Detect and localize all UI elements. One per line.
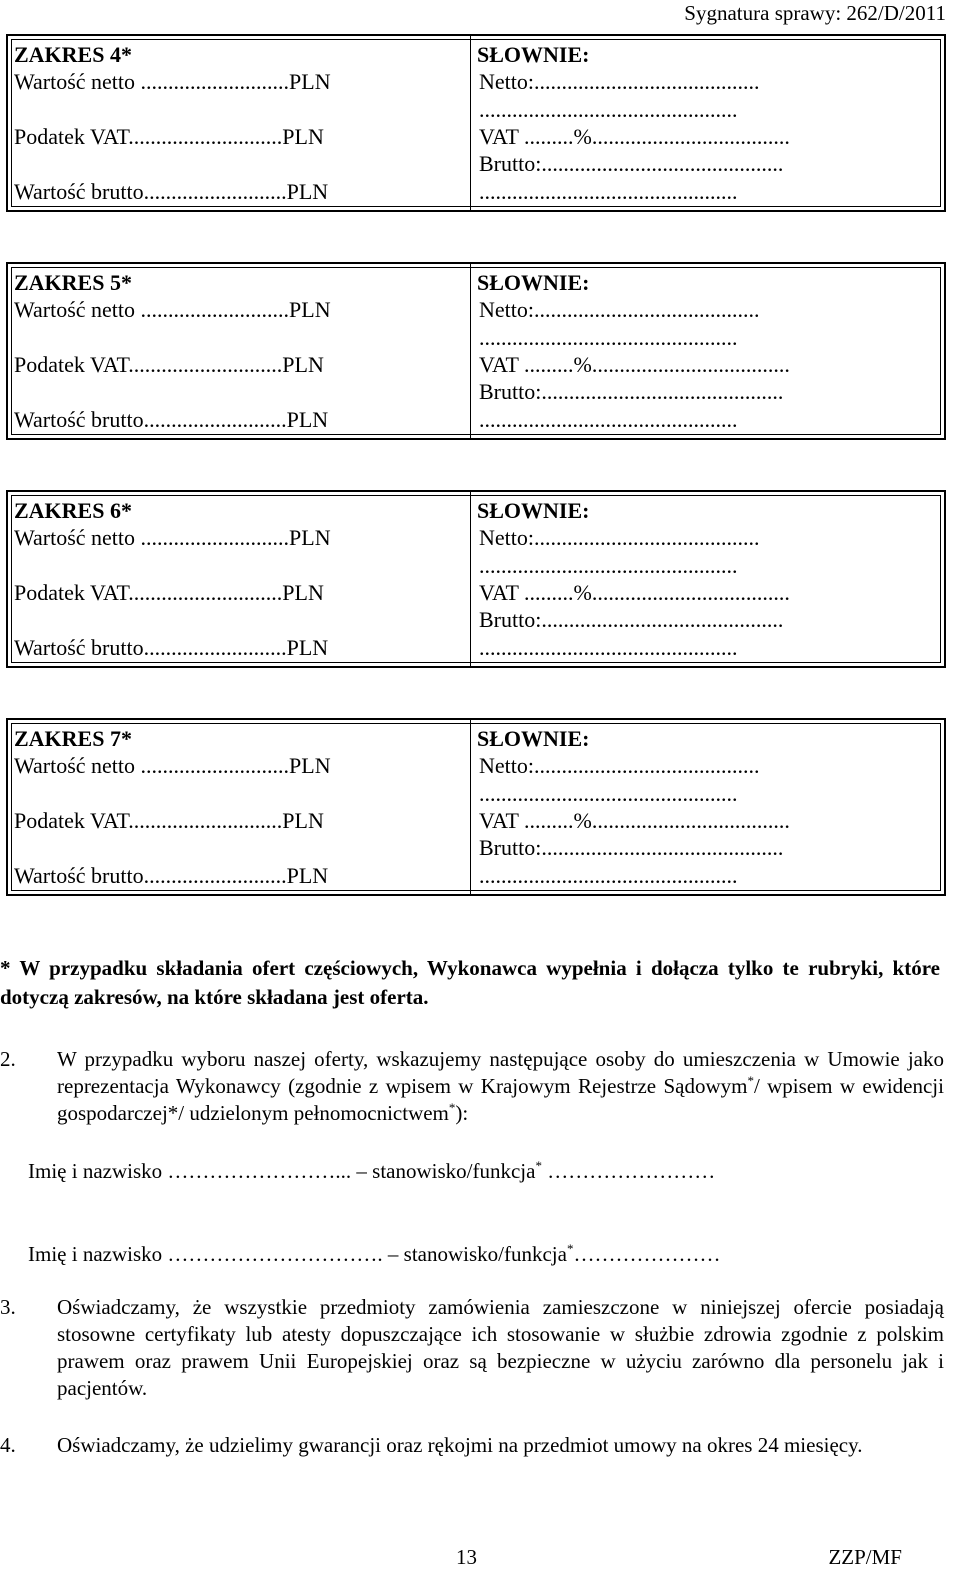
zakres-7-table	[6, 718, 946, 896]
zakres-4-vat: Podatek VAT............................PLN	[14, 124, 324, 149]
rep1-dots: ……………………	[541, 1159, 716, 1183]
section-2-sup2: *	[448, 1100, 456, 1115]
rep1-function-label: – stanowisko/funkcja	[356, 1159, 536, 1183]
zakres-5-brutto: Wartość brutto..........................PLN	[14, 407, 329, 432]
zakres-6-netto: Wartość netto ...........................PLN	[14, 525, 331, 550]
section-2-text-middle: / wpisem w ewidencji gospodarczej*/ udzielonym pełnomocnictwem	[57, 1074, 944, 1125]
rep1-name-label: Imię i nazwisko ……………………...	[28, 1159, 352, 1183]
zakres-5-words	[471, 264, 944, 438]
rep2-sup: *	[566, 1241, 574, 1256]
zakres-4-brutto: Wartość brutto..........................PLN	[14, 179, 329, 204]
zakres-6-s-brutto: Brutto:............................................	[479, 607, 784, 632]
section-2-text	[57, 1046, 944, 1127]
section-2-text-after: ):	[455, 1101, 469, 1125]
zakres-4-table	[6, 34, 946, 212]
partial-offer-note: * W przypadku składania ofert częściowych, Wykonawca wypełnia i dołącza tylko te rubryki, które dotyczą zakresów, na które składana jest oferta.	[0, 956, 940, 1009]
section-3	[0, 1294, 944, 1406]
zakres-6-s-dots1: ...............................................	[479, 553, 738, 578]
zakres-5-s-dots1: ...............................................	[479, 325, 738, 350]
zakres-4-s-brutto: Brutto:............................................	[479, 151, 784, 176]
zakres-6-s-dots2: ...............................................	[479, 635, 738, 660]
zakres-4-amounts	[8, 36, 471, 210]
rep2-name-label: Imię i nazwisko ………………………….	[28, 1242, 383, 1266]
section-2-text-before: W przypadku wyboru naszej oferty, wskazujemy następujące osoby do umieszczenia w Umowie jako reprezentacja Wykonawcy (zgodnie z wpisem w Krajowym Rejestrze Sądowym	[57, 1047, 944, 1098]
zakres-6-s-vat: VAT .........%....................................	[479, 580, 790, 605]
zakres-6-s-netto: Netto:.........................................	[479, 525, 760, 550]
zakres-4-netto: Wartość netto ...........................PLN	[14, 69, 331, 94]
zakres-7-s-dots2: ...............................................	[479, 863, 738, 888]
page-number: 13	[456, 1545, 477, 1569]
zakres-4-slownie: SŁOWNIE:	[477, 42, 590, 67]
zakres-5-vat: Podatek VAT............................PLN	[14, 352, 324, 377]
representative-line-2	[28, 1241, 720, 1268]
section-4-number: 4.	[0, 1433, 16, 1457]
section-2-sup1: *	[747, 1073, 754, 1088]
zakres-7-vat: Podatek VAT............................PLN	[14, 808, 324, 833]
zakres-6-title: ZAKRES 6*	[14, 498, 132, 523]
section-2-number: 2.	[0, 1047, 16, 1071]
case-signature: Sygnatura sprawy: 262/D/2011	[684, 1, 946, 25]
zakres-5-s-dots2: ...............................................	[479, 407, 738, 432]
zakres-7-title: ZAKRES 7*	[14, 726, 132, 751]
zakres-6-words	[471, 492, 944, 666]
zakres-6-amounts	[8, 492, 471, 666]
section-4	[0, 1432, 944, 1488]
section-4-text: Oświadczamy, że udzielimy gwarancji oraz rękojmi na przedmiot umowy na okres 24 miesięcy.	[57, 1433, 863, 1457]
zakres-6-vat: Podatek VAT............................PLN	[14, 580, 324, 605]
rep1-sup: *	[535, 1158, 542, 1173]
zakres-5-slownie: SŁOWNIE:	[477, 270, 590, 295]
zakres-5-s-brutto: Brutto:............................................	[479, 379, 784, 404]
zakres-4-s-netto: Netto:.........................................	[479, 69, 760, 94]
zakres-5-table	[6, 262, 946, 440]
zakres-7-brutto: Wartość brutto..........................PLN	[14, 863, 329, 888]
zakres-7-s-dots1: ...............................................	[479, 781, 738, 806]
zakres-4-s-dots2: ...............................................	[479, 179, 738, 204]
zakres-7-s-netto: Netto:.........................................	[479, 753, 760, 778]
zakres-4-words	[471, 36, 944, 210]
rep2-dots: …………………	[573, 1242, 721, 1266]
zakres-7-netto: Wartość netto ...........................PLN	[14, 753, 331, 778]
section-2	[0, 1046, 944, 1130]
zakres-7-s-vat: VAT .........%....................................	[479, 808, 790, 833]
zakres-4-s-vat: VAT .........%....................................	[479, 124, 790, 149]
zakres-4-s-dots1: ...............................................	[479, 97, 738, 122]
footer-code: ZZP/MF	[828, 1545, 902, 1569]
zakres-5-netto: Wartość netto ...........................PLN	[14, 297, 331, 322]
zakres-5-s-netto: Netto:.........................................	[479, 297, 760, 322]
zakres-7-words	[471, 720, 944, 894]
zakres-7-amounts	[8, 720, 471, 894]
zakres-7-s-brutto: Brutto:............................................	[479, 835, 784, 860]
zakres-4-title: ZAKRES 4*	[14, 42, 132, 67]
zakres-5-title: ZAKRES 5*	[14, 270, 132, 295]
zakres-6-table	[6, 490, 946, 668]
zakres-5-s-vat: VAT .........%....................................	[479, 352, 790, 377]
section-3-number: 3.	[0, 1295, 16, 1319]
zakres-6-brutto: Wartość brutto..........................PLN	[14, 635, 329, 660]
zakres-7-slownie: SŁOWNIE:	[477, 726, 590, 751]
rep2-function-label: – stanowisko/funkcja	[387, 1242, 567, 1266]
representative-line-1	[28, 1158, 715, 1185]
section-3-text: Oświadczamy, że wszystkie przedmioty zamówienia zamieszczone w niniejszej ofercie posiadają stosowne certyfikaty lub atesty dopuszczające ich stosowanie w służbie zdrowia zgodnie z polskim prawem oraz prawem Unii Europejskiej oraz są bezpieczne w użyciu zarówno dla personelu jak i pacjentów.	[57, 1295, 944, 1400]
zakres-5-amounts	[8, 264, 471, 438]
zakres-6-slownie: SŁOWNIE:	[477, 498, 590, 523]
